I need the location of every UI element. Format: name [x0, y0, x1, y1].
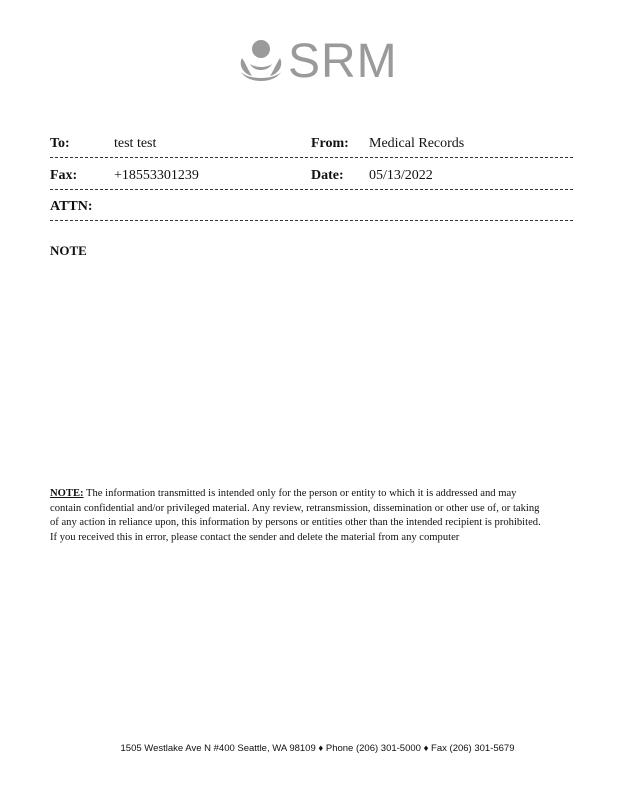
divider: [50, 220, 573, 221]
to-label: To:: [50, 136, 70, 151]
fax-value: +18553301239: [114, 168, 199, 183]
lotus-logo-icon: [236, 36, 286, 92]
date-value: 05/13/2022: [369, 168, 433, 183]
attn-label: ATTN:: [50, 199, 93, 214]
from-value: Medical Records: [369, 136, 465, 151]
disclaimer-body: The information transmitted is intended only for the person or entity to which it is addressed and may contain confidential and/or privileged material. Any review, retransmission, dissemination or other use of, or taking of any action in reliance upon, this information by persons or entities other than the intended recipient is prohibited. If you received this in error, please contact the sender and delete the material from any computer: [50, 488, 541, 543]
from-label: From:: [311, 136, 349, 151]
logo-wordmark: SRM: [288, 35, 398, 88]
confidentiality-disclaimer: [50, 487, 550, 545]
date-label: Date:: [311, 168, 344, 183]
company-logo: [236, 36, 406, 92]
fax-label: Fax:: [50, 168, 78, 183]
disclaimer-lead: NOTE:: [50, 488, 84, 499]
note-title: NOTE: [50, 243, 87, 258]
divider: [50, 189, 573, 190]
divider: [50, 157, 573, 158]
footer-address: 1505 Westlake Ave N #400 Seattle, WA 98109 ♦ Phone (206) 301-5000 ♦ Fax (206) 301-5679: [120, 743, 515, 754]
to-value: test test: [114, 136, 157, 151]
